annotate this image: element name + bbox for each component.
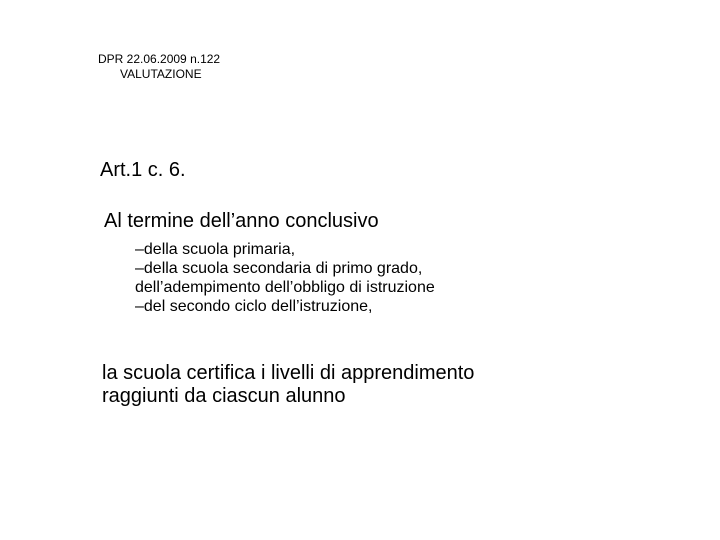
- list-item: –della scuola secondaria di primo grado,: [135, 260, 423, 277]
- intro-text: Al termine dell’anno conclusivo: [104, 210, 379, 232]
- header-subject: VALUTAZIONE: [120, 67, 202, 81]
- conclusion-line: raggiunti da ciascun alunno: [102, 385, 346, 407]
- article-reference: Art.1 c. 6.: [100, 159, 186, 181]
- list-item: dell’adempimento dell’obbligo di istruzione: [135, 279, 435, 296]
- conclusion-line: la scuola certifica i livelli di apprendimento: [102, 362, 475, 384]
- list-item: –del secondo ciclo dell’istruzione,: [135, 298, 373, 315]
- school-level-list: [135, 240, 435, 316]
- decree-reference: DPR 22.06.2009 n.122: [98, 52, 221, 66]
- document-header: [98, 52, 220, 82]
- conclusion-text: [102, 362, 474, 408]
- list-item: –della scuola primaria,: [135, 241, 296, 258]
